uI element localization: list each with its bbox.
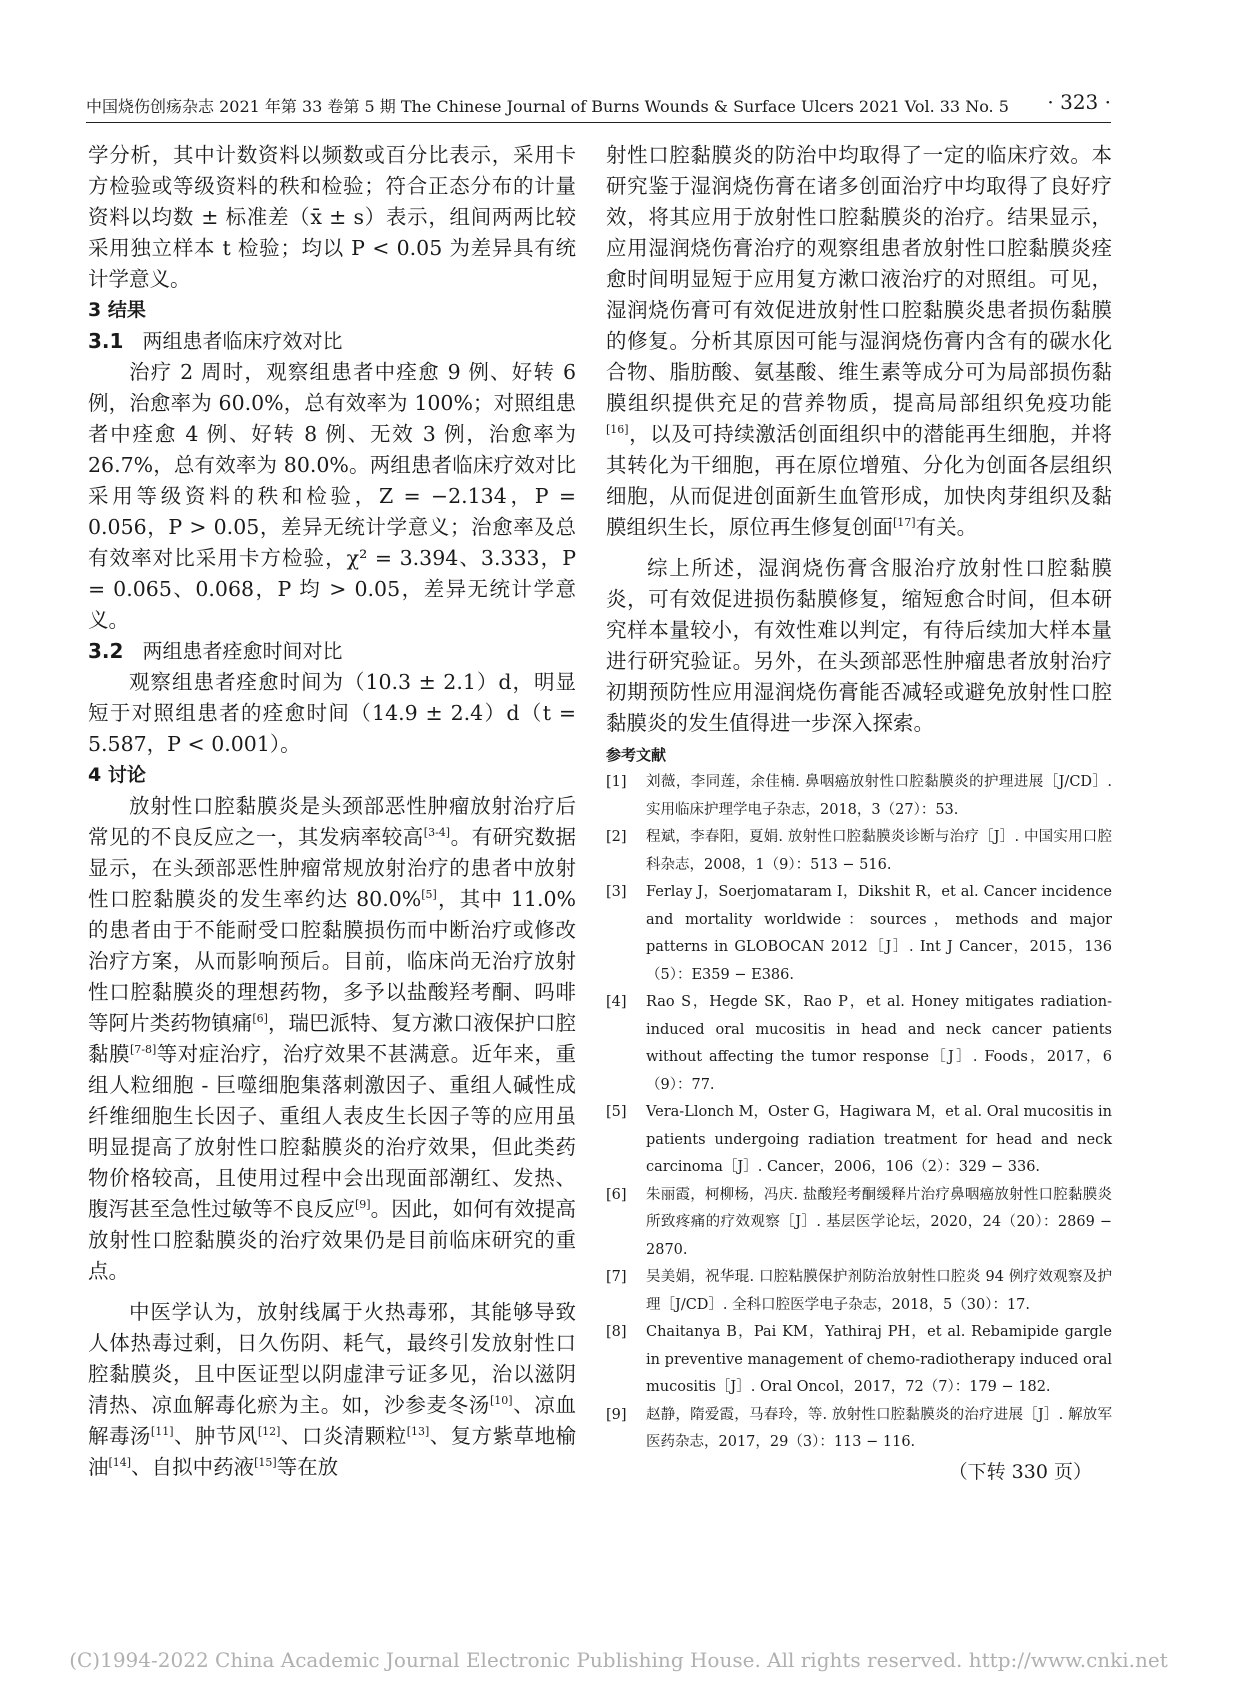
reference-number: [2] bbox=[606, 829, 627, 845]
reference-text: 赵静，隋爱霞，马春玲，等. 放射性口腔黏膜炎的治疗进展［J］. 解放军医药杂志，2017，29（3）：113 − 116. bbox=[646, 1406, 1112, 1450]
heading-3-1-text: 两组患者临床疗效对比 bbox=[142, 329, 343, 353]
reference-number: [7] bbox=[606, 1269, 627, 1285]
text-run: 。有研究数据显示，在头颈部恶性肿瘤常规放射治疗的患者中放射性口腔黏膜炎的发生率约达 80.0% bbox=[88, 825, 577, 911]
continued-note: （下转 330 页） bbox=[948, 1460, 1092, 1483]
copyright-footer: (C)1994-2022 China Academic Journal Electronic Publishing House. All rights reserved. http://www.cnki.net bbox=[69, 1648, 1168, 1672]
text-run: ，瑞巴派特、复方漱口液保护口腔黏膜 bbox=[88, 1011, 577, 1066]
text-run: 、自拟中药液 bbox=[131, 1455, 255, 1479]
text-run: 中医学认为，放射线属于火热毒邪，其能够导致人体热毒过剩，日久伤阴、耗气，最终引发放射性口腔黏膜炎，且中医证型以阴虚津亏证多见，治以滋阴清热、凉血解毒化瘀为主。如，沙参麦冬汤 bbox=[88, 1300, 576, 1417]
text-run: 射性口腔黏膜炎的防治中均取得了一定的临床疗效。本研究鉴于湿润烧伤膏在诸多创面治疗中均取得了良好疗效，将其应用于放射性口腔黏膜炎的治疗。结果显示，应用湿润烧伤膏治疗的观察组患者放射性口腔黏膜炎痊愈时间明显短于应用复方漱口液治疗的对照组。可见，湿润烧伤膏可有效促进放射性口腔黏膜炎患者损伤黏膜的修复。分析其原因可能与湿润烧伤膏内含有的碳水化合物、脂肪酸、氨基酸、维生素等成分可为局部损伤黏膜组织提供充足的营养物质，提高局部组织免疫功能 bbox=[606, 143, 1112, 415]
citation: [12] bbox=[257, 1425, 281, 1439]
citation: [10] bbox=[489, 1394, 513, 1408]
reference-text: 吴美娟，祝华琨. 口腔粘膜保护剂防治放射性口腔炎 94 例疗效观察及护理［J/CD］. 全科口腔医学电子杂志，2018，5（30）：17. bbox=[646, 1269, 1112, 1313]
heading-3-2-number: 3.2 bbox=[88, 639, 124, 663]
text-run: 、凉血解毒汤 bbox=[88, 1393, 577, 1448]
citation: [5] bbox=[421, 888, 437, 902]
text-run: 、口炎清颗粒 bbox=[280, 1424, 407, 1448]
references-title: 参考文献 bbox=[606, 746, 667, 764]
reference-item bbox=[606, 1319, 1112, 1402]
paragraph-4-b bbox=[88, 1297, 576, 1483]
running-header bbox=[86, 90, 1111, 120]
reference-text: 程斌，李春阳，夏娟. 放射性口腔黏膜炎诊断与治疗［J］. 中国实用口腔科杂志，2008，1（9）：513 − 516. bbox=[646, 829, 1112, 873]
reference-number: [9] bbox=[606, 1406, 627, 1423]
reference-list bbox=[606, 769, 1112, 1457]
text-run: 、肿节风 bbox=[173, 1424, 258, 1448]
reference-number: [6] bbox=[606, 1186, 627, 1203]
reference-text: Chaitanya B，Pai KM，Yathiraj PH，et al. Rebamipide gargle in preventive management of chemo-radiotherapy induced oral mucositis［J］. Oral Oncol，2017，72（7）：179 − 182. bbox=[646, 1324, 1112, 1395]
citation: [7-8] bbox=[129, 1043, 157, 1057]
reference-number: [5] bbox=[606, 1104, 627, 1120]
citation: [15] bbox=[254, 1456, 277, 1470]
paragraph-4-a bbox=[88, 791, 576, 1287]
reference-number: [8] bbox=[606, 1324, 627, 1340]
text-run: ，其中 11.0% 的患者由于不能耐受口腔黏膜损伤而中断治疗或修改治疗方案，从而影响预后。目前，临床尚无治疗放射性口腔黏膜炎的理想药物，多予以盐酸羟考酮、吗啡等阿片类药物镇痛 bbox=[88, 887, 577, 1035]
heading-results: 3 结果 bbox=[88, 299, 146, 321]
reference-item bbox=[606, 1402, 1112, 1457]
reference-item bbox=[606, 1182, 1112, 1265]
journal-citation: 中国烧伤创疡杂志 2021 年第 33 卷第 5 期 The Chinese Journal of Burns Wounds & Surface Ulcers 2021 Vol. 33 No. 5 bbox=[86, 97, 1009, 116]
reference-item bbox=[606, 989, 1112, 1099]
reference-text: Rao S，Hegde SK，Rao P，et al. Honey mitigates radiation-induced oral mucositis in head and neck cancer patients without affecting the tumor response［J］. Foods，2017，6（9）：77. bbox=[646, 994, 1112, 1093]
reference-text: 朱丽霞，柯柳杨，冯庆. 盐酸羟考酮缓释片治疗鼻咽癌放射性口腔黏膜炎所致疼痛的疗效观察［J］. 基层医学论坛，2020，24（20）：2869 − 2870. bbox=[646, 1186, 1112, 1258]
reference-number: [3] bbox=[606, 884, 627, 900]
citation: [11] bbox=[150, 1425, 174, 1439]
text-run: 。因此，如何有效提高放射性口腔黏膜炎的治疗效果仍是目前临床研究的重点。 bbox=[88, 1197, 577, 1283]
reference-number: [4] bbox=[606, 994, 627, 1010]
heading-discussion: 4 讨论 bbox=[88, 764, 146, 786]
reference-item bbox=[606, 824, 1112, 879]
heading-3-2 bbox=[88, 636, 576, 667]
paragraph-continued bbox=[606, 140, 1112, 543]
reference-item bbox=[606, 879, 1112, 989]
heading-3-1 bbox=[88, 326, 576, 357]
citation: [16] bbox=[606, 423, 629, 437]
heading-3-2-text: 两组患者痊愈时间对比 bbox=[142, 639, 343, 663]
reference-item bbox=[606, 1264, 1112, 1319]
heading-3-1-number: 3.1 bbox=[88, 329, 124, 353]
paragraph-statistics: 学分析，其中计数资料以频数或百分比表示，采用卡方检验或等级资料的秩和检验；符合正态分布的计量资料以均数 ± 标准差（x̄ ± s）表示，组间两两比较采用独立样本 t 检验；均以 P < 0.05 为差异具有统计学意义。 bbox=[88, 143, 576, 291]
text-run: 有关。 bbox=[915, 515, 978, 539]
citation: [6] bbox=[252, 1012, 268, 1026]
citation: [13] bbox=[406, 1425, 430, 1439]
page-number: · 323 · bbox=[1047, 90, 1111, 114]
reference-number: [1] bbox=[606, 774, 627, 790]
citation: [14] bbox=[108, 1456, 132, 1470]
text-run: 等在放 bbox=[276, 1455, 339, 1479]
paragraph-conclusion: 综上所述，湿润烧伤膏含服治疗放射性口腔黏膜炎，可有效促进损伤黏膜修复，缩短愈合时间，但本研究样本量较小，有效性难以判定，有待后续加大样本量进行研究验证。另外，在头颈部恶性肿瘤患者放射治疗初期预防性应用湿润烧伤膏能否减轻或避免放射性口腔黏膜炎的发生值得进一步深入探索。 bbox=[606, 556, 1112, 735]
reference-item bbox=[606, 1099, 1112, 1182]
left-column bbox=[88, 140, 576, 1483]
reference-text: Vera-Llonch M，Oster G，Hagiwara M，et al. Oral mucositis in patients undergoing radiation treatment for head and neck carcinoma［J］. Cancer，2006，106（2）：329 − 336. bbox=[646, 1104, 1112, 1175]
paragraph-3-2: 观察组患者痊愈时间为（10.3 ± 2.1）d，明显短于对照组患者的痊愈时间（14.9 ± 2.4）d（t = 5.587，P < 0.001）。 bbox=[88, 670, 576, 756]
citation: [3-4] bbox=[423, 826, 451, 840]
header-rule bbox=[86, 122, 1111, 123]
text-run: 等对症治疗，治疗效果不甚满意。近年来，重组人粒细胞 - 巨噬细胞集落刺激因子、重组人碱性成纤维细胞生长因子、重组人表皮生长因子等的应用虽明显提高了放射性口腔黏膜炎的治疗效果，但此类药物价格较高，且使用过程中会出现面部潮红、发热、腹泻甚至急性过敏等不良反应 bbox=[88, 1042, 577, 1221]
reference-text: 刘薇，李同莲，余佳楠. 鼻咽癌放射性口腔黏膜炎的护理进展［J/CD］. 实用临床护理学电子杂志，2018，3（27）：53. bbox=[646, 774, 1112, 818]
paragraph-3-1: 治疗 2 周时，观察组患者中痊愈 9 例、好转 6 例，治愈率为 60.0%，总有效率为 100%；对照组患者中痊愈 4 例、好转 8 例、无效 3 例，治愈率为 26.7%，总有效率为 80.0%。两组患者临床疗效对比采用等级资料的秩和检验，Z = −2.134，P = 0.056，P > 0.05，差异无统计学意义；治愈率及总有效率对比采用卡方检验，χ² = 3.394、3.333，P = 0.065、0.068，P 均 > 0.05，差异无统计学意义。 bbox=[88, 360, 576, 632]
citation: [9] bbox=[355, 1198, 371, 1212]
right-column bbox=[606, 140, 1112, 1487]
reference-item bbox=[606, 769, 1112, 824]
text-run: 放射性口腔黏膜炎是头颈部恶性肿瘤放射治疗后常见的不良反应之一，其发病率较高 bbox=[88, 794, 576, 849]
citation: [17] bbox=[893, 516, 916, 530]
text-run: ，以及可持续激活创面组织中的潜能再生细胞，并将其转化为干细胞，再在原位增殖、分化为创面各层组织细胞，从而促进创面新生血管形成，加快肉芽组织及黏膜组织生长，原位再生修复创面 bbox=[606, 422, 1112, 539]
text-run: 、复方紫草地榆油 bbox=[88, 1424, 577, 1479]
reference-text: Ferlay J，Soerjomataram I，Dikshit R，et al. Cancer incidence and mortality worldwide：sources，methods and major patterns in GLOBOCAN 2012［J］. Int J Cancer，2015，136（5）：E359 − E386. bbox=[646, 884, 1112, 983]
